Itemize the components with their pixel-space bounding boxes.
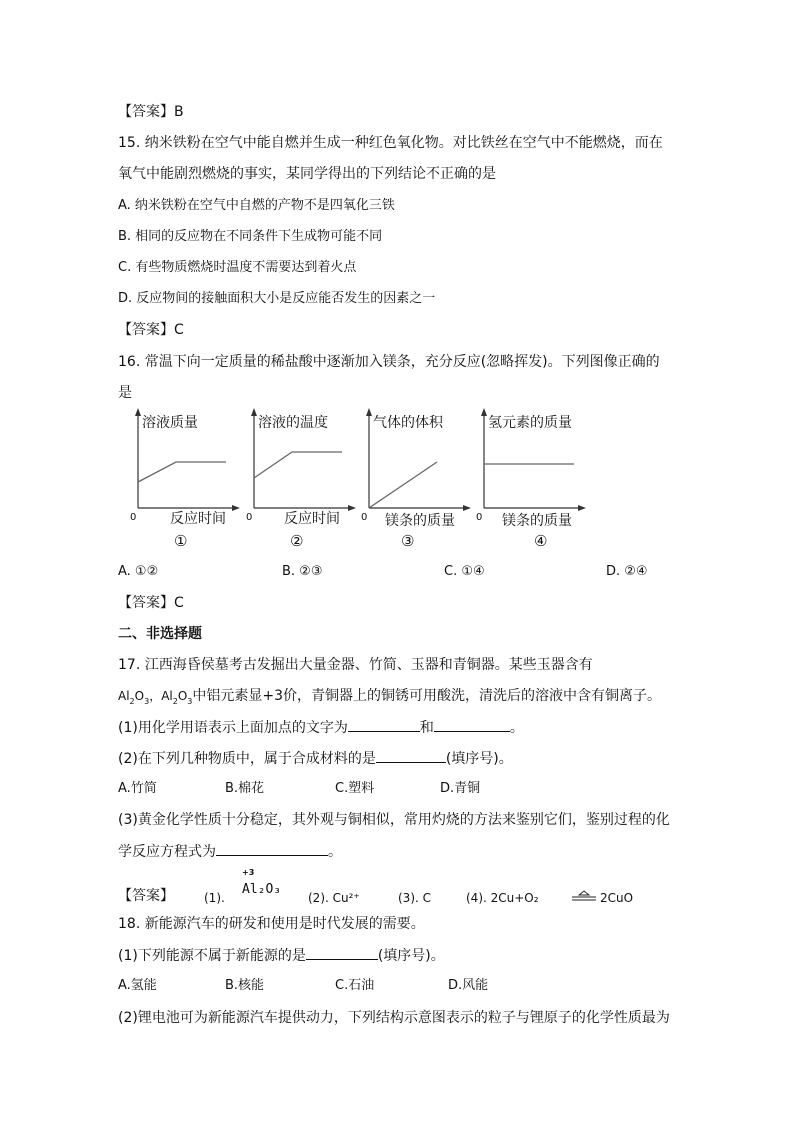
section-heading: 二、非选择题 — [118, 626, 202, 642]
sub2-text: (2)在下列几种物质中，属于合成材料的是 — [118, 751, 376, 767]
formula-o: O — [177, 689, 188, 703]
q17-sub1 — [118, 717, 524, 738]
q17-option-b: B.棉花 — [225, 781, 265, 796]
q15-option-d: D. 反应物间的接触面积大小是反应能否发生的因素之一 — [118, 291, 436, 306]
q17-answer-4: (4). 2Cu+O₂ — [466, 891, 539, 905]
q17-answer-2: (2). Cu²⁺ — [308, 891, 360, 905]
answer-blank[interactable] — [434, 717, 510, 732]
y-axis-arrow — [135, 408, 141, 416]
q17-sub2 — [118, 748, 513, 769]
origin-label: 0 — [476, 512, 483, 523]
q16-option-d: D. ②④ — [606, 564, 648, 579]
q15-stem-line2: 氧气中能剧烈燃烧的事实，某同学得出的下列结论不正确的是 — [118, 166, 496, 182]
q17-answer-4-product: 2CuO — [600, 891, 634, 905]
q18-option-c: C.石油 — [335, 978, 375, 993]
answer-blank[interactable] — [306, 945, 378, 960]
subscript: 2 — [129, 696, 135, 706]
curve — [254, 452, 342, 478]
q17-answer-3: (3). C — [398, 891, 432, 905]
formula-o: O — [134, 689, 145, 703]
sub1-text: (1)用化学用语表示上面加点的文字为 — [118, 720, 348, 736]
q15-option-a: A. 纳米铁粉在空气中自燃的产物不是四氧化三铁 — [118, 198, 395, 213]
sub3-end: 。 — [328, 844, 342, 860]
formula-al: Al — [118, 689, 130, 703]
origin-label: 0 — [246, 512, 253, 523]
subscript: 3 — [187, 696, 193, 706]
graph-2 — [244, 406, 359, 556]
sub1-end: 。 — [509, 720, 524, 736]
valence-mark: +3 — [242, 868, 255, 877]
y-axis-label: 溶液的温度 — [258, 415, 328, 431]
q17-answer-label: 【答案】 — [118, 888, 174, 904]
x-axis-arrow — [463, 505, 471, 511]
formula-sep: ，Al — [149, 689, 173, 703]
q17-option-c: C.塑料 — [335, 781, 375, 796]
subscript: 2 — [172, 696, 178, 706]
graph-number: ③ — [401, 532, 415, 550]
answer-blank[interactable] — [376, 748, 446, 763]
x-axis-arrow — [348, 505, 356, 511]
q17-option-a: A.竹简 — [118, 781, 157, 796]
q18-option-b: B.核能 — [225, 978, 265, 993]
origin-label: 0 — [130, 512, 137, 523]
stem-text: 中铝元素显+3价，青铜器上的铜锈可用酸洗，清洗后的溶液中含有铜离子。 — [192, 688, 662, 704]
x-axis-label: 反应时间 — [284, 511, 340, 527]
q15-option-b: B. 相同的反应物在不同条件下生成物可能不同 — [118, 229, 383, 244]
graph-number: ④ — [534, 532, 548, 550]
answer-formula: Al₂O₃ — [242, 882, 282, 897]
x-axis-label: 镁条的质量 — [385, 513, 455, 529]
subscript: 3 — [144, 696, 150, 706]
sub1-end: (填序号)。 — [377, 948, 445, 964]
q18-option-d: D.风能 — [448, 978, 489, 993]
q18-sub2: (2)锂电池可为新能源汽车提供动力，下列结构示意图表示的粒子与锂原子的化学性质最为 — [118, 1010, 670, 1026]
x-axis-arrow — [578, 505, 586, 511]
q15-stem-line1: 15. 纳米铁粉在空气中能自燃并生成一种红色氧化物。对比铁丝在空气中不能燃烧，而在 — [118, 135, 663, 151]
y-axis-arrow — [251, 408, 257, 416]
graph-4 — [474, 406, 594, 556]
q15-option-c: C. 有些物质燃烧时温度不需要达到着火点 — [118, 260, 357, 275]
answer-line: 【答案】B — [118, 104, 184, 120]
q16-option-a: A. ①② — [118, 564, 159, 579]
q17-stem-line2 — [118, 686, 661, 712]
q18-sub1 — [118, 945, 445, 966]
graph-1 — [128, 406, 243, 556]
origin-label: 0 — [361, 512, 368, 523]
heat-equals-sign — [571, 890, 597, 902]
graph-3 — [359, 406, 474, 556]
q15-answer: 【答案】C — [118, 322, 184, 338]
curve — [369, 462, 437, 508]
x-axis-arrow — [232, 505, 240, 511]
q17-sub3-line2 — [118, 841, 342, 862]
q16-option-b: B. ②③ — [282, 564, 323, 579]
y-axis-label: 溶液质量 — [142, 415, 198, 431]
answer-blank[interactable] — [216, 841, 328, 856]
y-axis-arrow — [366, 408, 372, 416]
sub1-and: 和 — [419, 720, 434, 736]
y-axis-label: 气体的体积 — [373, 415, 443, 431]
q16-answer: 【答案】C — [118, 595, 184, 611]
y-axis-arrow — [481, 408, 487, 416]
answer-blank[interactable] — [348, 717, 420, 732]
graph-number: ① — [174, 532, 188, 550]
x-axis-label: 镁条的质量 — [502, 513, 572, 529]
q17-answer-1: (1). — [204, 891, 225, 905]
q16-stem-line1: 16. 常温下向一定质量的稀盐酸中逐渐加入镁条，充分反应(忽略挥发)。下列图像正确的 — [118, 354, 660, 370]
sub1-text: (1)下列能源不属于新能源的是 — [118, 948, 306, 964]
sub2-end: (填序号)。 — [445, 751, 513, 767]
q16-stem-line2: 是 — [118, 385, 132, 401]
q16-option-c: C. ①④ — [444, 564, 485, 579]
graph-number: ② — [290, 532, 304, 550]
sub3-text: 学反应方程式为 — [118, 844, 216, 860]
q17-option-d: D.青铜 — [440, 781, 481, 796]
q18-option-a: A.氢能 — [118, 978, 157, 993]
x-axis-label: 反应时间 — [170, 511, 226, 527]
q17-sub3-line1: (3)黄金化学性质十分稳定，其外观与铜相似，常用灼烧的方法来鉴别它们，鉴别过程的化 — [118, 812, 670, 828]
curve — [138, 462, 226, 482]
y-axis-label: 氢元素的质量 — [488, 415, 572, 431]
q18-stem: 18. 新能源汽车的研发和使用是时代发展的需要。 — [118, 916, 425, 932]
q17-stem-line1: 17. 江西海昏侯墓考古发掘出大量金器、竹简、玉器和青铜器。某些玉器含有 — [118, 657, 593, 673]
